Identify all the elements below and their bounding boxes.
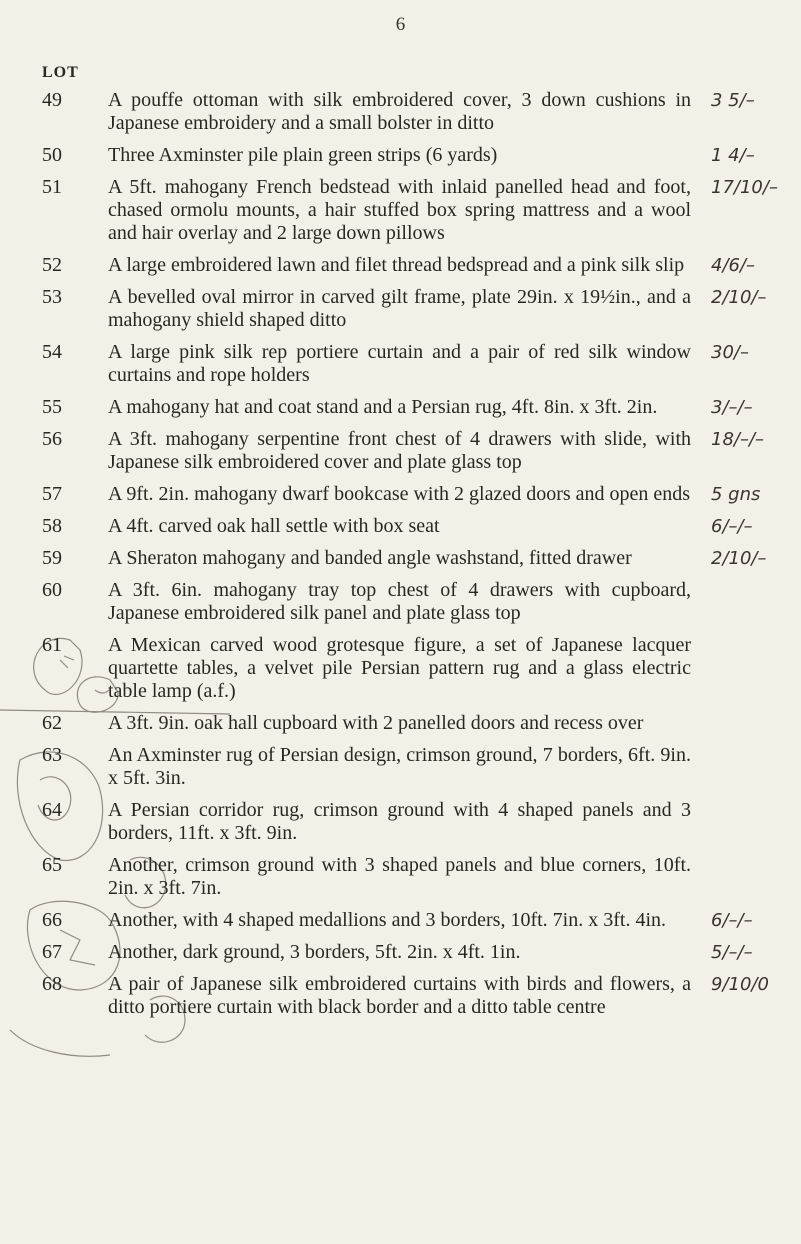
lot-entry xyxy=(0,712,801,735)
lot-entry xyxy=(0,941,801,964)
lot-entry xyxy=(0,854,801,900)
lot-price: 1 4/– xyxy=(711,145,755,166)
lot-price: 5 gns xyxy=(711,484,761,505)
lot-number: 52 xyxy=(42,254,62,276)
lot-number: 67 xyxy=(42,941,62,963)
lot-number: 49 xyxy=(42,89,62,111)
lot-number: 54 xyxy=(42,341,62,363)
lot-description: A pouffe ottoman with silk embroidered cover, 3 down cushions in Japanese embroidery and a small bolster in ditto xyxy=(108,89,691,134)
lot-entry xyxy=(0,176,801,245)
lot-column-header: LOT xyxy=(42,64,79,81)
lot-number: 53 xyxy=(42,286,62,308)
lot-description: A 9ft. 2in. mahogany dwarf bookcase with 2 glazed doors and open ends xyxy=(108,483,691,505)
lot-number: 59 xyxy=(42,547,62,569)
lot-description: An Axminster rug of Persian design, crimson ground, 7 borders, 6ft. 9in. x 5ft. 3in. xyxy=(108,744,691,789)
lot-description: A 3ft. mahogany serpentine front chest of 4 drawers with slide, with Japanese silk embroidered cover and plate glass top xyxy=(108,428,691,473)
lot-description: A Mexican carved wood grotesque figure, a set of Japanese lacquer quartette tables, a velvet pile Persian pattern rug and a glass electric table lamp (a.f.) xyxy=(108,634,691,702)
lot-description: A large embroidered lawn and filet thread bedspread and a pink silk slip xyxy=(108,254,685,276)
lot-description: A 3ft. 6in. mahogany tray top chest of 4 drawers with cupboard, Japanese embroidered silk panel and plate glass top xyxy=(108,579,691,624)
lot-price: 2/10/– xyxy=(711,287,767,308)
lot-description: Three Axminster pile plain green strips (6 yards) xyxy=(108,144,498,166)
lot-number: 65 xyxy=(42,854,62,876)
lot-number: 61 xyxy=(42,634,62,656)
lot-entry xyxy=(0,515,801,538)
lot-entry xyxy=(0,144,801,167)
lot-entry xyxy=(0,286,801,332)
lot-entry xyxy=(0,547,801,570)
lot-entry xyxy=(0,799,801,845)
lot-description: A large pink silk rep portiere curtain and a pair of red silk window curtains and rope holders xyxy=(108,341,691,386)
lot-description: Another, dark ground, 3 borders, 5ft. 2in. x 4ft. 1in. xyxy=(108,941,521,963)
lot-entry xyxy=(0,579,801,625)
lot-description: A bevelled oval mirror in carved gilt frame, plate 29in. x 19½in., and a mahogany shield shaped ditto xyxy=(108,286,691,331)
lot-price: 3 5/– xyxy=(711,90,755,111)
lot-number: 66 xyxy=(42,909,62,931)
lot-description: A Persian corridor rug, crimson ground with 4 shaped panels and 3 borders, 11ft. x 3ft. 9in. xyxy=(108,799,691,844)
lot-number: 57 xyxy=(42,483,62,505)
lot-price: 2/10/– xyxy=(711,548,767,569)
lot-description: A Sheraton mahogany and banded angle washstand, fitted drawer xyxy=(108,547,632,569)
lot-price: 6/–/– xyxy=(711,516,753,537)
lot-price: 4/6/– xyxy=(711,255,756,276)
lot-description: A 4ft. carved oak hall settle with box seat xyxy=(108,515,440,537)
lot-description: A 3ft. 9in. oak hall cupboard with 2 panelled doors and recess over xyxy=(108,712,644,734)
lot-entry xyxy=(0,396,801,419)
lot-entry xyxy=(0,428,801,474)
lot-description: A mahogany hat and coat stand and a Persian rug, 4ft. 8in. x 3ft. 2in. xyxy=(108,396,658,418)
lot-entry xyxy=(0,973,801,1019)
lot-description: A pair of Japanese silk embroidered curtains with birds and flowers, a ditto portiere curtain with black border and a ditto table centre xyxy=(108,973,691,1018)
lot-description: A 5ft. mahogany French bedstead with inlaid panelled head and foot, chased ormolu mounts, a hair stuffed box spring mattress and a wool and hair overlay and 2 large down pillows xyxy=(108,176,691,244)
lot-entry xyxy=(0,744,801,790)
lot-entry xyxy=(0,341,801,387)
lot-price: 17/10/– xyxy=(711,177,778,198)
lot-number: 63 xyxy=(42,744,62,766)
lot-price: 3/–/– xyxy=(711,397,753,418)
lot-number: 68 xyxy=(42,973,62,995)
lot-description: Another, with 4 shaped medallions and 3 borders, 10ft. 7in. x 3ft. 4in. xyxy=(108,909,666,931)
lot-description: Another, crimson ground with 3 shaped panels and blue corners, 10ft. 2in. x 3ft. 7in. xyxy=(108,854,691,899)
lot-entry xyxy=(0,89,801,135)
lot-price: 30/– xyxy=(711,342,749,363)
lot-number: 56 xyxy=(42,428,62,450)
lot-price: 5/–/– xyxy=(711,942,753,963)
lot-price: 6/–/– xyxy=(711,910,753,931)
lot-list xyxy=(0,89,801,1028)
lot-price: 18/–/– xyxy=(711,429,765,450)
lot-number: 51 xyxy=(42,176,62,198)
lot-number: 60 xyxy=(42,579,62,601)
lot-entry xyxy=(0,483,801,506)
lot-number: 55 xyxy=(42,396,62,418)
page-number: 6 xyxy=(395,14,406,35)
lot-entry xyxy=(0,909,801,932)
lot-price: 9/10/0 xyxy=(711,974,769,995)
lot-entry xyxy=(0,254,801,277)
lot-number: 62 xyxy=(42,712,62,734)
lot-number: 58 xyxy=(42,515,62,537)
lot-number: 50 xyxy=(42,144,62,166)
lot-number: 64 xyxy=(42,799,62,821)
lot-entry xyxy=(0,634,801,703)
